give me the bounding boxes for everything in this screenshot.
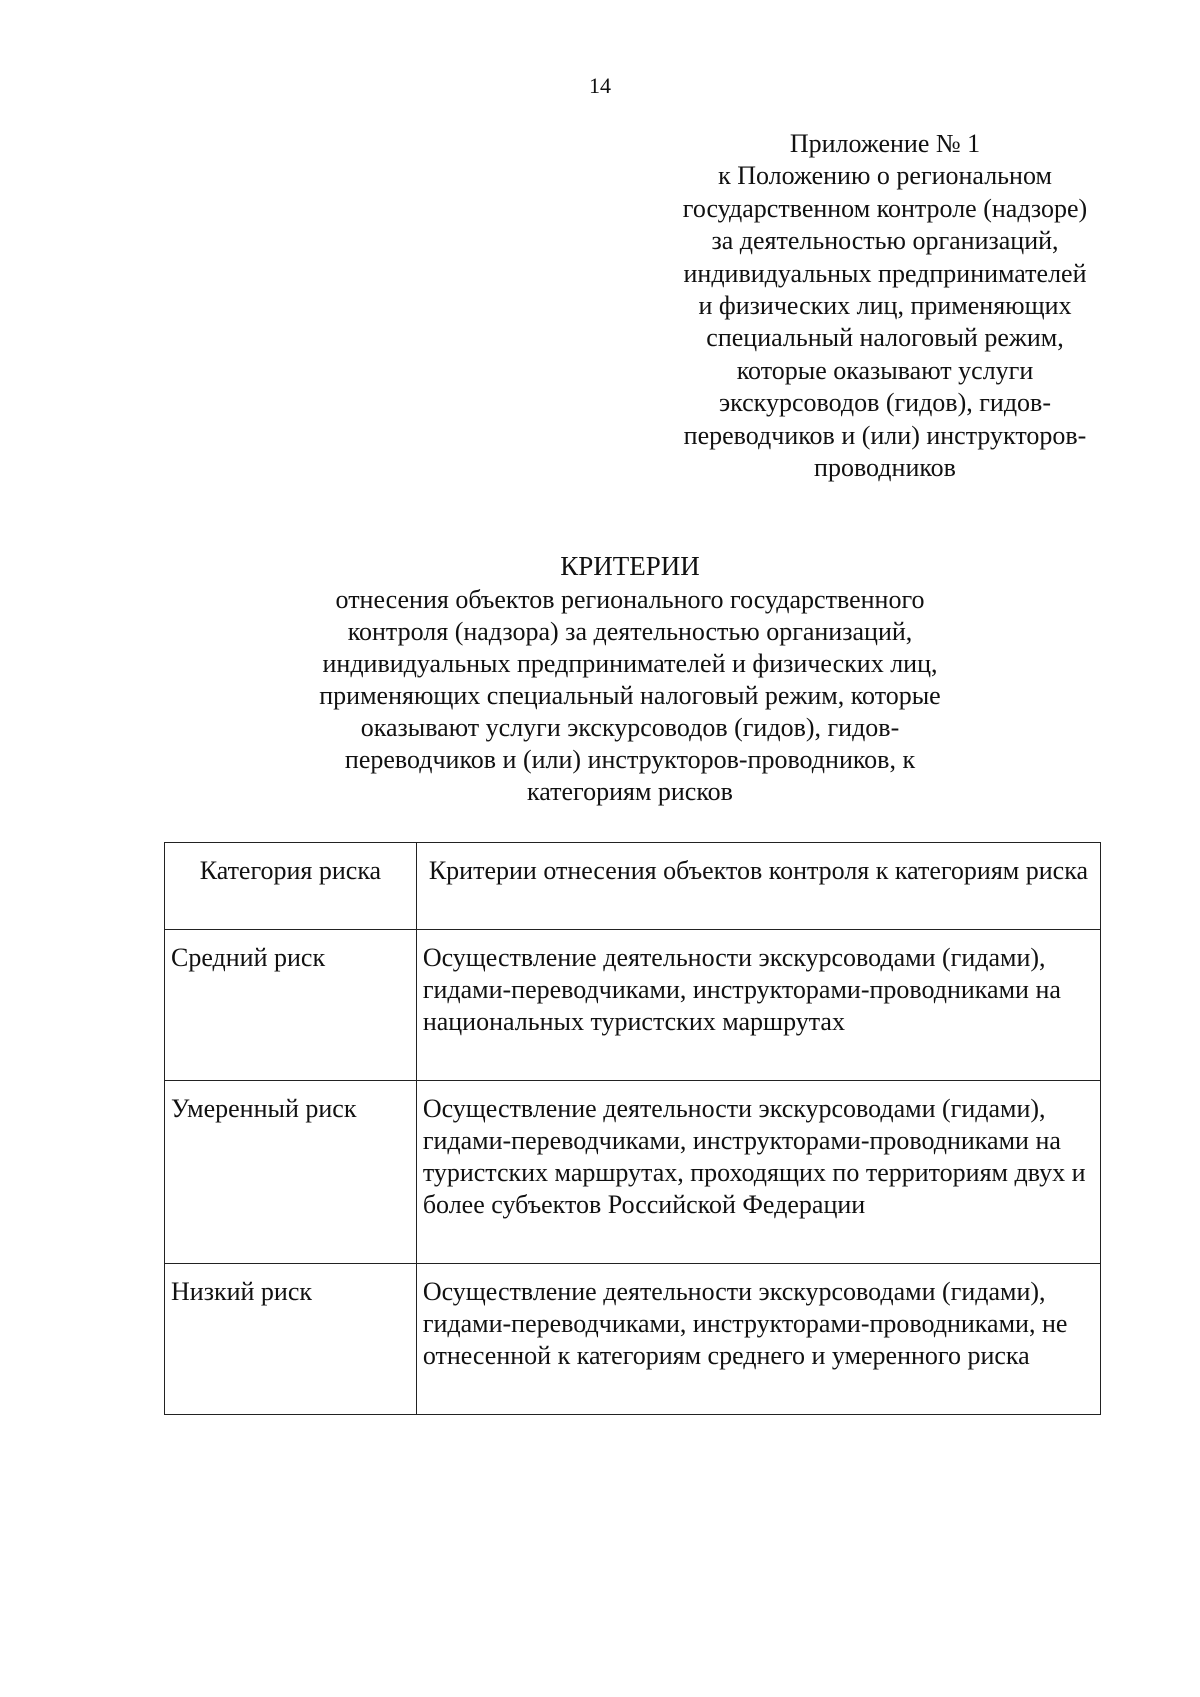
title-subtitle: [150, 584, 1110, 808]
table-header-row: [165, 843, 1101, 930]
appendix-line: и физических лиц, применяющих: [698, 291, 1072, 321]
appendix-line: за деятельностью организаций,: [711, 226, 1059, 256]
header-category: Категория риска: [165, 843, 417, 930]
appendix-note: [650, 128, 1120, 484]
document-title: [150, 548, 1110, 808]
criteria-cell: Осуществление деятельности экскурсоводами (гидами), гидами-переводчиками, инструкторами-проводниками, не отнесенной к категориям среднего и умеренного риска: [416, 1264, 1100, 1415]
appendix-line: которые оказывают услуги: [736, 355, 1034, 385]
criteria-cell: Осуществление деятельности экскурсоводами (гидами), гидами-переводчиками, инструкторами-проводниками на туристских маршрутах, проходящих по территориям двух и более субъектов Российской Федерации: [416, 1081, 1100, 1264]
subtitle-line: контроля (надзора) за деятельностью организаций,: [347, 617, 913, 646]
title-heading: КРИТЕРИИ: [560, 551, 700, 581]
header-criteria: Критерии отнесения объектов контроля к категориям риска: [416, 843, 1100, 930]
page-number: 14: [589, 73, 611, 98]
subtitle-line: отнесения объектов регионального государственного: [335, 585, 925, 614]
appendix-line: индивидуальных предпринимателей: [683, 258, 1087, 288]
appendix-line: к Положению о региональном: [718, 161, 1052, 191]
appendix-line: Приложение № 1: [789, 129, 981, 158]
subtitle-line: категориям рисков: [527, 777, 733, 806]
subtitle-line: индивидуальных предпринимателей и физических лиц,: [322, 649, 938, 678]
appendix-line: экскурсоводов (гидов), гидов-: [719, 388, 1051, 418]
subtitle-line: переводчиков и (или) инструкторов-проводников, к: [344, 745, 916, 774]
subtitle-line: применяющих специальный налоговый режим, которые: [319, 681, 941, 710]
table-row: [165, 930, 1101, 1081]
category-cell: Средний риск: [165, 930, 417, 1081]
category-cell: Умеренный риск: [165, 1081, 417, 1264]
appendix-line: государственном контроле (надзоре): [682, 193, 1088, 223]
table-row: [165, 1264, 1101, 1415]
appendix-line: проводников: [814, 453, 956, 483]
subtitle-line: оказывают услуги экскурсоводов (гидов), гидов-: [360, 713, 900, 742]
category-cell: Низкий риск: [165, 1264, 417, 1415]
appendix-line: специальный налоговый режим,: [706, 323, 1064, 353]
criteria-cell: Осуществление деятельности экскурсоводами (гидами), гидами-переводчиками, инструкторами-проводниками на национальных туристских маршрутах: [416, 930, 1100, 1081]
appendix-line: переводчиков и (или) инструкторов-: [683, 420, 1087, 450]
risk-criteria-table: [164, 842, 1101, 1415]
table-row: [165, 1081, 1101, 1264]
